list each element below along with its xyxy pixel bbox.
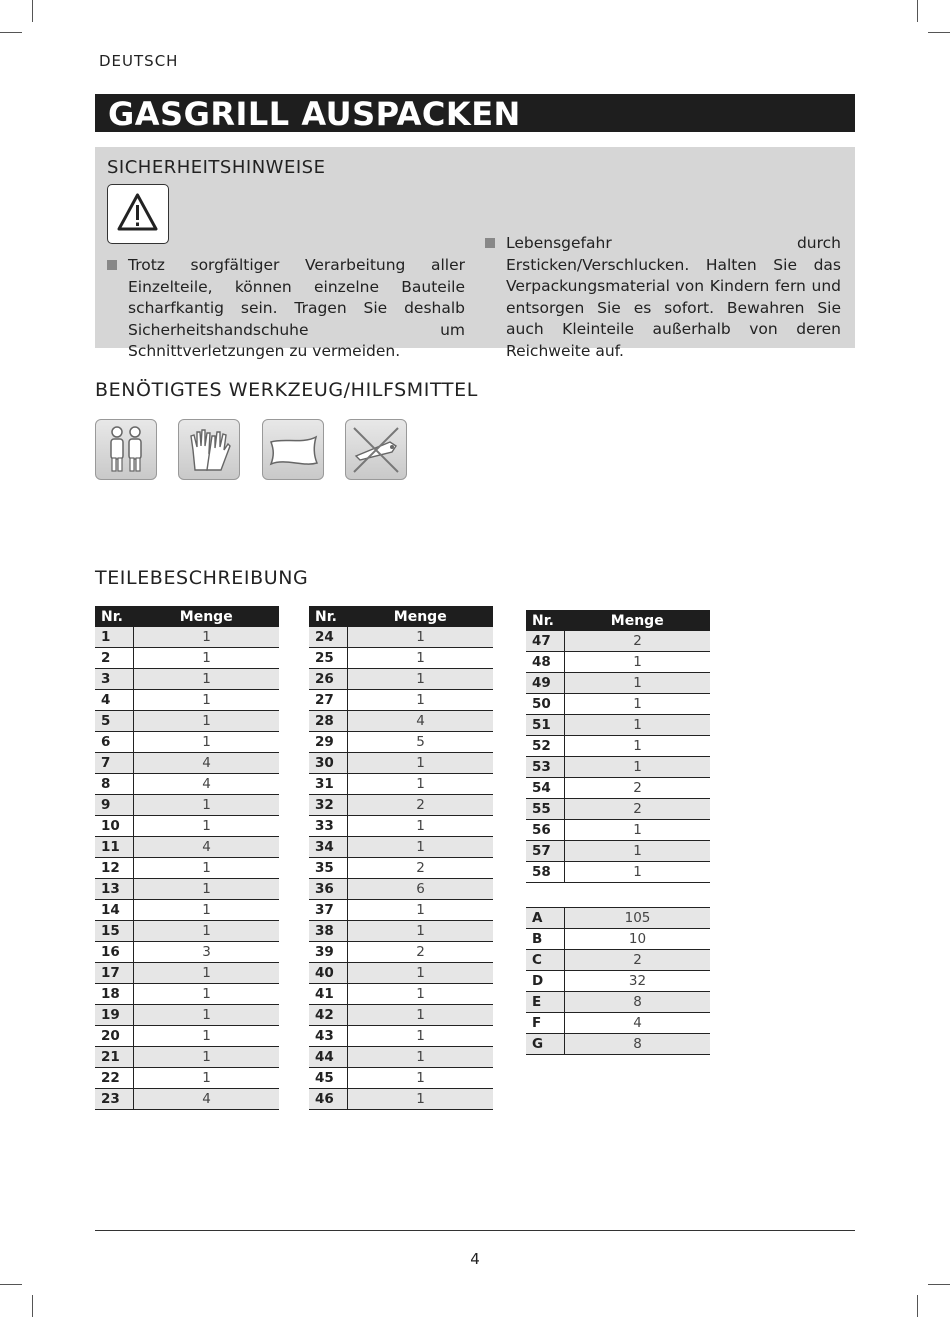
crop-mark xyxy=(32,0,33,22)
table-row xyxy=(526,820,710,841)
part-number: 27 xyxy=(309,690,348,711)
part-quantity: 1 xyxy=(134,1068,280,1089)
part-quantity: 1 xyxy=(134,858,280,879)
part-quantity: 1 xyxy=(565,862,711,883)
table-row xyxy=(309,858,493,879)
part-quantity: 1 xyxy=(348,921,494,942)
part-number: 13 xyxy=(95,879,134,900)
part-number: 25 xyxy=(309,648,348,669)
table-row xyxy=(309,1047,493,1068)
table-row xyxy=(309,837,493,858)
part-number: 51 xyxy=(526,715,565,736)
table-row xyxy=(95,858,279,879)
part-quantity: 1 xyxy=(134,690,280,711)
part-quantity: 1 xyxy=(565,841,711,862)
part-quantity: 1 xyxy=(565,652,711,673)
part-number: D xyxy=(526,971,565,992)
crop-mark xyxy=(0,1284,22,1285)
table-row xyxy=(95,963,279,984)
table-row xyxy=(526,971,710,992)
part-quantity: 1 xyxy=(348,1068,494,1089)
table-row xyxy=(95,753,279,774)
table-row xyxy=(95,1005,279,1026)
part-number: 55 xyxy=(526,799,565,820)
table-row xyxy=(309,753,493,774)
table-row xyxy=(95,816,279,837)
no-knife-icon xyxy=(345,419,407,480)
table-row xyxy=(309,732,493,753)
table-row xyxy=(95,1047,279,1068)
table-row xyxy=(309,900,493,921)
table-row xyxy=(95,669,279,690)
part-number: 47 xyxy=(526,631,565,652)
part-quantity: 2 xyxy=(565,799,711,820)
table-row xyxy=(95,732,279,753)
part-number: 41 xyxy=(309,984,348,1005)
part-quantity: 2 xyxy=(565,631,711,652)
part-quantity: 1 xyxy=(134,1026,280,1047)
part-number: 15 xyxy=(95,921,134,942)
part-quantity: 1 xyxy=(565,820,711,841)
part-number: 44 xyxy=(309,1047,348,1068)
table-row xyxy=(309,711,493,732)
part-number: 31 xyxy=(309,774,348,795)
table-row xyxy=(95,900,279,921)
part-number: 56 xyxy=(526,820,565,841)
hardware-table xyxy=(526,907,710,1055)
part-quantity: 32 xyxy=(565,971,711,992)
table-row xyxy=(95,1026,279,1047)
table-row xyxy=(526,950,710,971)
part-number: 40 xyxy=(309,963,348,984)
col-header-nr: Nr. xyxy=(309,606,348,627)
part-number: 16 xyxy=(95,942,134,963)
table-row xyxy=(526,1013,710,1034)
part-number: 5 xyxy=(95,711,134,732)
part-number: 18 xyxy=(95,984,134,1005)
safety-note-cut-text: Trotz sorgfältiger Verarbeitung aller Einzelteile, können einzelne Bauteile scharfkantig sein. Tragen Sie deshalb Sicherheitshandschuhe um Schnittverletzungen zu vermeiden. xyxy=(128,256,465,360)
table-row xyxy=(526,778,710,799)
col-header-qty: Menge xyxy=(348,606,494,627)
part-quantity: 5 xyxy=(348,732,494,753)
crop-mark xyxy=(917,0,918,22)
crop-mark xyxy=(928,1284,950,1285)
warning-triangle-icon xyxy=(107,184,169,244)
part-number: 11 xyxy=(95,837,134,858)
table-row xyxy=(95,711,279,732)
part-quantity: 1 xyxy=(348,900,494,921)
part-quantity: 1 xyxy=(134,648,280,669)
part-quantity: 1 xyxy=(348,690,494,711)
part-number: 9 xyxy=(95,795,134,816)
part-quantity: 1 xyxy=(134,627,280,648)
part-number: 14 xyxy=(95,900,134,921)
table-row xyxy=(309,879,493,900)
safety-note-choke xyxy=(506,233,841,362)
part-number: 46 xyxy=(309,1089,348,1110)
bullet-square-icon xyxy=(485,238,495,248)
part-quantity: 1 xyxy=(134,900,280,921)
table-row xyxy=(309,942,493,963)
part-number: 21 xyxy=(95,1047,134,1068)
part-quantity: 1 xyxy=(134,732,280,753)
part-quantity: 1 xyxy=(348,1005,494,1026)
part-quantity: 8 xyxy=(565,1034,711,1055)
part-quantity: 2 xyxy=(348,858,494,879)
table-row xyxy=(526,652,710,673)
part-quantity: 1 xyxy=(134,669,280,690)
part-quantity: 1 xyxy=(134,1047,280,1068)
part-number: A xyxy=(526,908,565,929)
table-row xyxy=(526,631,710,652)
safety-notice-box xyxy=(95,147,855,360)
safety-heading: SICHERHEITSHINWEISE xyxy=(107,157,326,178)
table-row xyxy=(526,799,710,820)
part-number: 43 xyxy=(309,1026,348,1047)
table-row xyxy=(95,942,279,963)
part-quantity: 1 xyxy=(134,1005,280,1026)
part-quantity: 8 xyxy=(565,992,711,1013)
table-row xyxy=(526,715,710,736)
col-header-nr: Nr. xyxy=(526,610,565,631)
part-number: 29 xyxy=(309,732,348,753)
part-quantity: 1 xyxy=(348,963,494,984)
part-number: 2 xyxy=(95,648,134,669)
cloth-icon xyxy=(262,419,324,480)
table-row xyxy=(526,673,710,694)
table-row xyxy=(309,816,493,837)
table-row xyxy=(95,648,279,669)
part-quantity: 10 xyxy=(565,929,711,950)
table-row xyxy=(95,879,279,900)
table-header-row xyxy=(526,610,710,631)
part-number: 42 xyxy=(309,1005,348,1026)
part-number: 32 xyxy=(309,795,348,816)
table-row xyxy=(309,1089,493,1110)
table-row xyxy=(95,837,279,858)
crop-mark xyxy=(32,1295,33,1317)
safety-note-choke-text: Lebensgefahr durch Ersticken/Verschlucken. Halten Sie das Verpackungsmaterial von Kindern fern und entsorgen Sie es sofort. Bewahren Sie auch Kleinteile außerhalb von deren Reichweite auf. xyxy=(506,234,841,360)
table-row xyxy=(95,1068,279,1089)
table-header-row xyxy=(95,606,279,627)
part-quantity: 1 xyxy=(134,921,280,942)
part-quantity: 1 xyxy=(134,984,280,1005)
table-row xyxy=(95,984,279,1005)
part-quantity: 4 xyxy=(565,1013,711,1034)
table-row xyxy=(309,1005,493,1026)
part-quantity: 1 xyxy=(348,1089,494,1110)
part-quantity: 2 xyxy=(565,778,711,799)
crop-mark xyxy=(917,1295,918,1317)
parts-heading: TEILEBESCHREIBUNG xyxy=(95,567,309,589)
part-number: 17 xyxy=(95,963,134,984)
part-number: 58 xyxy=(526,862,565,883)
part-number: G xyxy=(526,1034,565,1055)
part-quantity: 1 xyxy=(565,694,711,715)
table-row xyxy=(309,1068,493,1089)
parts-table-2 xyxy=(309,606,493,1110)
part-number: B xyxy=(526,929,565,950)
part-number: 57 xyxy=(526,841,565,862)
part-quantity: 105 xyxy=(565,908,711,929)
part-number: 45 xyxy=(309,1068,348,1089)
part-number: 10 xyxy=(95,816,134,837)
part-number: 6 xyxy=(95,732,134,753)
table-row xyxy=(526,736,710,757)
page-title: GASGRILL AUSPACKEN xyxy=(95,94,855,132)
part-quantity: 4 xyxy=(134,753,280,774)
part-quantity: 1 xyxy=(348,774,494,795)
part-quantity: 1 xyxy=(348,837,494,858)
part-number: 49 xyxy=(526,673,565,694)
part-quantity: 1 xyxy=(134,963,280,984)
part-number: 22 xyxy=(95,1068,134,1089)
table-row xyxy=(309,1026,493,1047)
part-number: 53 xyxy=(526,757,565,778)
part-quantity: 1 xyxy=(348,1026,494,1047)
part-number: 3 xyxy=(95,669,134,690)
part-number: E xyxy=(526,992,565,1013)
part-number: 19 xyxy=(95,1005,134,1026)
col-header-qty: Menge xyxy=(134,606,280,627)
table-header-row xyxy=(309,606,493,627)
part-quantity: 1 xyxy=(565,715,711,736)
col-header-qty: Menge xyxy=(565,610,711,631)
table-row xyxy=(309,963,493,984)
table-row xyxy=(526,694,710,715)
table-row xyxy=(95,774,279,795)
part-number: F xyxy=(526,1013,565,1034)
table-row xyxy=(309,774,493,795)
parts-table-3 xyxy=(526,610,710,883)
table-row xyxy=(95,795,279,816)
part-quantity: 1 xyxy=(348,816,494,837)
table-row xyxy=(526,862,710,883)
part-quantity: 1 xyxy=(348,753,494,774)
part-quantity: 1 xyxy=(565,673,711,694)
part-number: 33 xyxy=(309,816,348,837)
table-row xyxy=(95,1089,279,1110)
footer-rule xyxy=(95,1230,855,1231)
table-row xyxy=(309,921,493,942)
part-quantity: 3 xyxy=(134,942,280,963)
safety-note-cut xyxy=(128,255,465,363)
part-quantity: 2 xyxy=(348,795,494,816)
part-quantity: 1 xyxy=(565,757,711,778)
table-row xyxy=(526,1034,710,1055)
table-row xyxy=(309,984,493,1005)
table-row xyxy=(95,690,279,711)
table-row xyxy=(95,921,279,942)
part-number: 39 xyxy=(309,942,348,963)
part-number: 26 xyxy=(309,669,348,690)
part-number: 48 xyxy=(526,652,565,673)
table-row xyxy=(526,992,710,1013)
page-number: 4 xyxy=(470,1250,480,1268)
part-quantity: 1 xyxy=(134,795,280,816)
table-row xyxy=(309,795,493,816)
parts-table-1 xyxy=(95,606,279,1110)
part-number: 37 xyxy=(309,900,348,921)
part-quantity: 4 xyxy=(348,711,494,732)
part-quantity: 2 xyxy=(565,950,711,971)
part-quantity: 1 xyxy=(565,736,711,757)
table-row xyxy=(309,627,493,648)
part-number: 50 xyxy=(526,694,565,715)
part-quantity: 1 xyxy=(134,816,280,837)
part-number: 34 xyxy=(309,837,348,858)
table-row xyxy=(526,757,710,778)
table-row xyxy=(526,841,710,862)
part-number: 12 xyxy=(95,858,134,879)
table-row xyxy=(526,929,710,950)
part-quantity: 1 xyxy=(348,984,494,1005)
part-number: 30 xyxy=(309,753,348,774)
part-quantity: 4 xyxy=(134,837,280,858)
part-quantity: 4 xyxy=(134,1089,280,1110)
part-number: 4 xyxy=(95,690,134,711)
part-number: 35 xyxy=(309,858,348,879)
part-quantity: 1 xyxy=(348,627,494,648)
part-number: 38 xyxy=(309,921,348,942)
crop-mark xyxy=(928,32,950,33)
part-quantity: 1 xyxy=(348,1047,494,1068)
part-number: 20 xyxy=(95,1026,134,1047)
part-number: C xyxy=(526,950,565,971)
part-number: 36 xyxy=(309,879,348,900)
tools-heading: BENÖTIGTES WERKZEUG/HILFSMITTEL xyxy=(95,379,478,401)
part-number: 1 xyxy=(95,627,134,648)
part-quantity: 1 xyxy=(348,669,494,690)
part-quantity: 1 xyxy=(134,711,280,732)
table-row xyxy=(95,627,279,648)
part-quantity: 4 xyxy=(134,774,280,795)
part-quantity: 6 xyxy=(348,879,494,900)
bullet-square-icon xyxy=(107,260,117,270)
table-row xyxy=(526,908,710,929)
part-quantity: 1 xyxy=(348,648,494,669)
table-row xyxy=(309,669,493,690)
part-number: 23 xyxy=(95,1089,134,1110)
part-quantity: 1 xyxy=(134,879,280,900)
part-quantity: 2 xyxy=(348,942,494,963)
part-number: 28 xyxy=(309,711,348,732)
col-header-nr: Nr. xyxy=(95,606,134,627)
part-number: 8 xyxy=(95,774,134,795)
part-number: 7 xyxy=(95,753,134,774)
gloves-icon xyxy=(178,419,240,480)
two-persons-icon xyxy=(95,419,157,480)
part-number: 54 xyxy=(526,778,565,799)
language-label: DEUTSCH xyxy=(99,52,179,70)
part-number: 52 xyxy=(526,736,565,757)
table-row xyxy=(309,648,493,669)
part-number: 24 xyxy=(309,627,348,648)
table-row xyxy=(309,690,493,711)
crop-mark xyxy=(0,32,22,33)
